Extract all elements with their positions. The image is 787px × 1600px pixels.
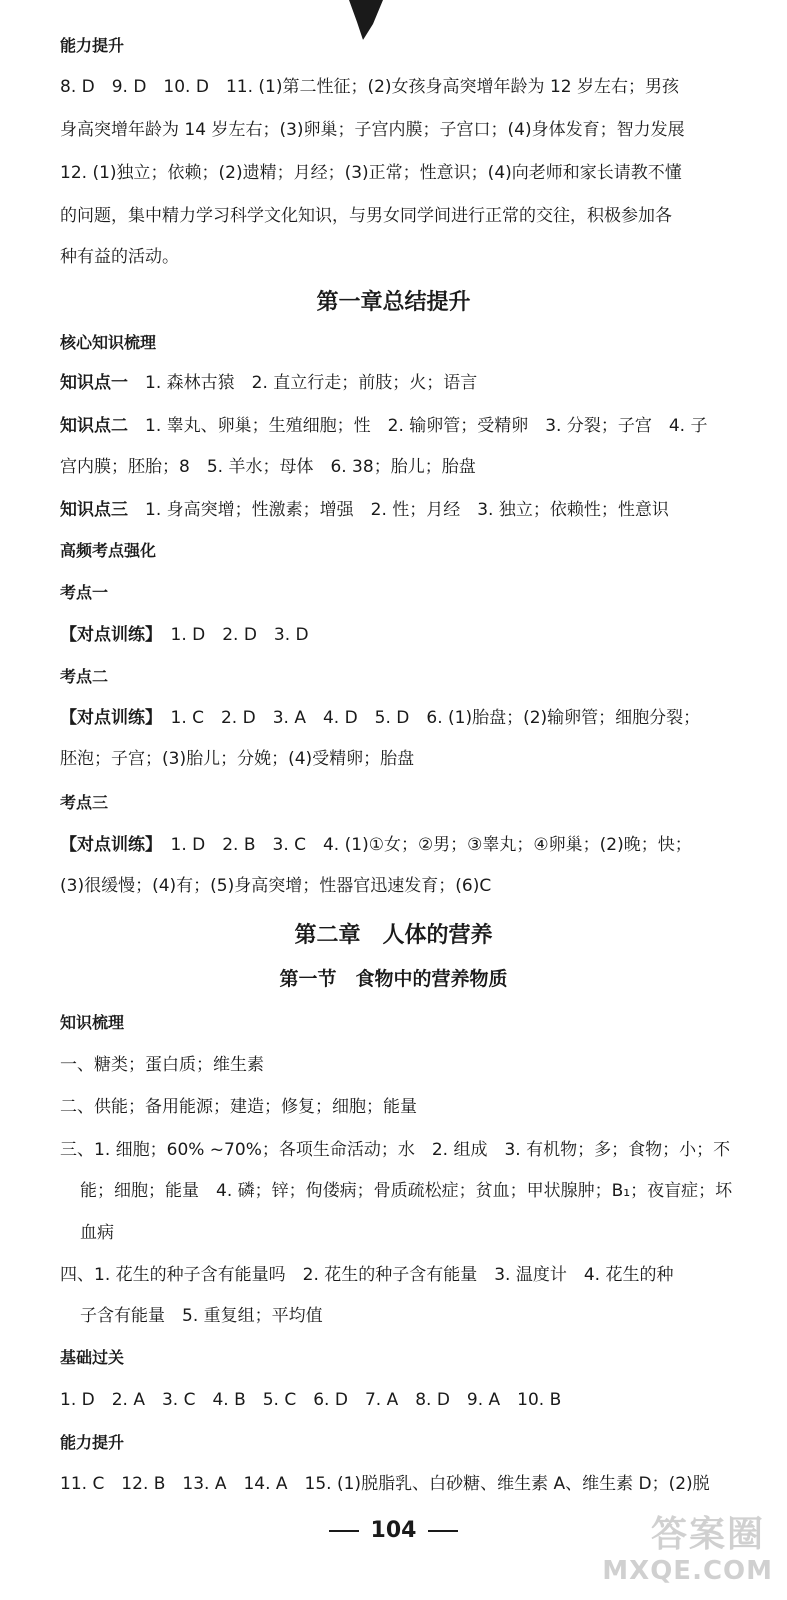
core-knowledge-label: 核心知识梳理 <box>60 333 157 352</box>
answer-line: 12. (1)独立；依赖；(2)遗精；月经；(3)正常；性意识；(4)向老师和家长请教不懂 <box>60 163 682 183</box>
knowledge-point-1 <box>60 370 747 396</box>
exam-point-2-cont: 胚泡；子宫；(3)胎儿；分娩；(4)受精卵；胎盘 <box>60 749 415 769</box>
knowledge-item-2: 二、供能；备用能源；建造；修复；细胞；能量 <box>60 1097 417 1117</box>
page-number-dash-left <box>329 1530 359 1532</box>
knowledge-point-2 <box>60 413 747 439</box>
exam-point-1-answers <box>60 622 747 648</box>
watermark-bottom-text: MXQE.COM <box>602 1556 773 1586</box>
page-number-text: 104 <box>370 1518 417 1543</box>
knowledge-item-1: 一、糖类；蛋白质；维生素 <box>60 1055 264 1075</box>
drill-tag: 【对点训练】 <box>60 708 154 728</box>
exam-point-1-label: 考点一 <box>60 583 109 602</box>
answer-line: 身高突增年龄为 14 岁左右；(3)卵巢；子宫内膜；子宫口；(4)身体发育；智力发展 <box>60 120 685 140</box>
page-number-dash-right <box>428 1530 458 1532</box>
exam-point-2-answers <box>60 705 747 731</box>
knowledge-point-3 <box>60 497 747 523</box>
drill-text: 1. D 2. D 3. D <box>170 625 309 645</box>
chapter1-summary-title: 第一章总结提升 <box>316 290 471 315</box>
drill-tag: 【对点训练】 <box>60 625 154 645</box>
exam-point-3-answers <box>60 832 747 858</box>
exam-point-2-label: 考点二 <box>60 667 109 686</box>
section1-title: 第一节 食物中的营养物质 <box>279 968 508 990</box>
knowledge-item-3-cont: 血病 <box>80 1223 114 1243</box>
answer-line: 8. D 9. D 10. D 11. (1)第二性征；(2)女孩身高突增年龄为 12 岁左右；男孩 <box>60 77 679 97</box>
ability-label: 能力提升 <box>60 1433 125 1452</box>
chapter2-title: 第二章 人体的营养 <box>294 923 493 948</box>
kp2-label: 知识点二 <box>60 416 128 436</box>
section-label-ability: 能力提升 <box>60 36 125 55</box>
watermark-top-text: 答案圈 <box>650 1514 765 1555</box>
knowledge-sorting-label: 知识梳理 <box>60 1013 125 1032</box>
kp3-text: 1. 身高突增；性激素；增强 2. 性；月经 3. 独立；依赖性；性意识 <box>145 500 669 520</box>
kp2-text: 1. 睾丸、卵巢；生殖细胞；性 2. 输卵管；受精卵 3. 分裂；子宫 4. 子 <box>145 416 708 436</box>
answer-line: 种有益的活动。 <box>60 247 179 267</box>
high-frequency-label: 高频考点强化 <box>60 541 157 560</box>
exam-point-3-label: 考点三 <box>60 793 109 812</box>
drill-text: 1. D 2. B 3. C 4. (1)①女；②男；③睾丸；④卵巢；(2)晚；快； <box>170 835 692 855</box>
drill-text: 1. C 2. D 3. A 4. D 5. D 6. (1)胎盘；(2)输卵管；细胞分裂； <box>170 708 701 728</box>
basic-label: 基础过关 <box>60 1348 125 1367</box>
kp1-label: 知识点一 <box>60 373 128 393</box>
ability-answers: 11. C 12. B 13. A 14. A 15. (1)脱脂乳、白砂糖、维生素 A、维生素 D；(2)脱 <box>60 1474 710 1494</box>
knowledge-point-2-cont: 宫内膜；胚胎；8 5. 羊水；母体 6. 38；胎儿；胎盘 <box>60 457 476 477</box>
knowledge-item-3-cont: 能；细胞；能量 4. 磷；锌；佝偻病；骨质疏松症；贫血；甲状腺肿；B₁；夜盲症；坏 <box>80 1181 733 1201</box>
knowledge-item-4: 四、1. 花生的种子含有能量吗 2. 花生的种子含有能量 3. 温度计 4. 花生的种 <box>60 1265 674 1285</box>
basic-answers: 1. D 2. A 3. C 4. B 5. C 6. D 7. A 8. D 9. A 10. B <box>60 1390 562 1410</box>
watermark <box>594 1506 779 1594</box>
drill-tag: 【对点训练】 <box>60 835 154 855</box>
kp1-text: 1. 森林古猿 2. 直立行走；前肢；火；语言 <box>145 373 478 393</box>
kp3-label: 知识点三 <box>60 500 128 520</box>
exam-point-3-cont: (3)很缓慢；(4)有；(5)身高突增；性器官迅速发育；(6)C <box>60 876 492 896</box>
knowledge-item-3: 三、1. 细胞；60% ~70%；各项生命活动；水 2. 组成 3. 有机物；多；食物；小；不 <box>60 1140 731 1160</box>
knowledge-item-4-cont: 子含有能量 5. 重复组；平均值 <box>80 1306 323 1326</box>
answer-line: 的问题，集中精力学习科学文化知识，与男女同学间进行正常的交往，积极参加各 <box>60 206 672 226</box>
